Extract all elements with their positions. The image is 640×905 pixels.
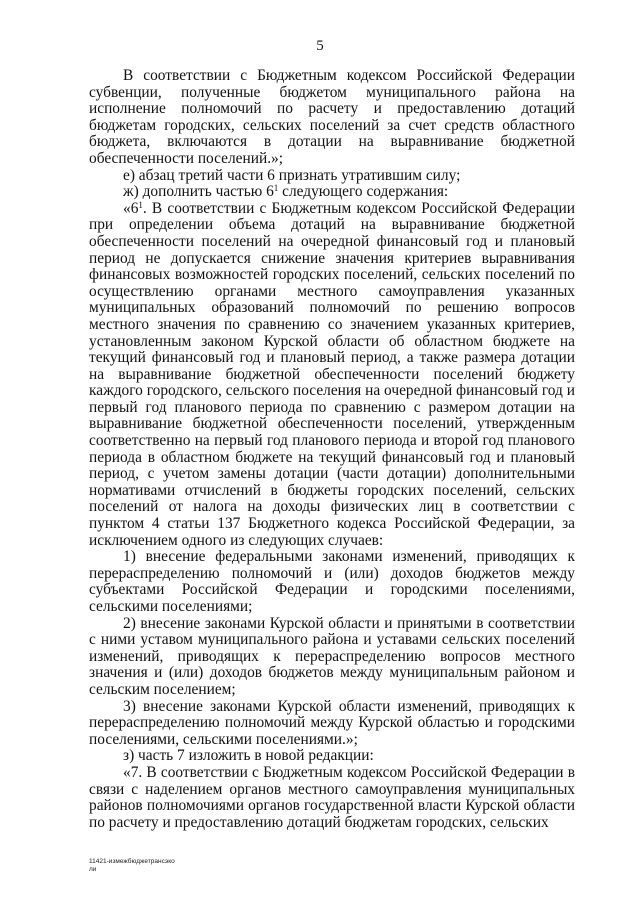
paragraph-case-2: 2) внесение законами Курской области и принятыми в соответствии с ними уставом муниципального района и уставами сельских поселений изменений, приводящих к перераспределению вопросов местного значения и (или) доходов бюджетов между муниципальным районом и сельским поселением; — [89, 614, 575, 698]
footer-filename: 11421-измежбюджетрансэко — [89, 858, 175, 865]
paragraph-item-e: е) абзац третий части 6 признать утратившим силу; — [123, 166, 461, 184]
paragraph-subventions: В соответствии с Бюджетным кодексом Российской Федерации субвенции, полученные бюджетом муниципального района на исполнение полномочий по расчету и предоставлению дотаций бюджетам городских, сельских поселений за счет средств областного бюджета, включаются в дотации на выравнивание бюджетной обеспеченности поселений.»; — [89, 67, 575, 167]
paragraph-part-7: «7. В соответствии с Бюджетным кодексом Российской Федерации в связи с наделением органов местного самоуправления муниципальных районов полномочиями органов государственной власти Курской области по расчету и предоставлению дотаций бюджетам городских, сельских — [89, 763, 575, 831]
page-number: 5 — [316, 38, 324, 54]
footer-filename-continued: ли — [89, 866, 97, 873]
paragraph-item-z: з) часть 7 изложить в новой редакции: — [123, 747, 374, 765]
paragraph-part-6-1: «$6^1$. В соответствии с Бюджетным кодексом Российской Федерации при определении объема дотаций на выравнивание бюджетной обеспеченности поселений на очередной финансовый год и плановый период не допускается снижение значения критериев выравнивания финансовых возможностей городских поселений, сельских поселений по осуществлению органами местного самоуправления указанных муниципальных образований полномочий по решению вопросов местного значения по сравнению со значением указанных критериев, установленным законом Курской области об областном бюджете на текущий финансовый год и плановый период, а также размера дотации на выравнивание бюджетной обеспеченности поселений бюджету каждого городского, сельского поселения на очередной финансовый год и первый год планового периода по сравнению с размером дотации на выравнивание бюджетной обеспеченности поселений, утвержденным соответственно на первый год планового периода и второй год планового периода в областном бюджете на текущий финансовый год и плановый период, с учетом замены дотации (части дотации) дополнительными нормативами отчислений в бюджеты городских поселений, сельских поселений от налога на доходы физических лиц в соответствии с пунктом 4 статьи 137 Бюджетного кодекса Российской Федерации, за исключением одного из следующих случаев: — [89, 199, 575, 549]
document-body — [89, 68, 575, 831]
superscript: 1 — [138, 199, 143, 210]
document-footer — [89, 858, 175, 874]
paragraph-item-zh: ж) дополнить частью $6^1$ следующего содержания: — [123, 183, 449, 201]
paragraph-case-1: 1) внесение федеральными законами изменений, приводящих к перераспределению полномочий и (или) доходов бюджетов между субъектами Российской Федерации и городскими поселениями, сельскими поселениями; — [89, 548, 575, 615]
paragraph-case-3: 3) внесение законами Курской области изменений, приводящих к перераспределению полномочий между Курской областью и городскими поселениями, сельскими поселениями.»; — [89, 697, 575, 748]
superscript: 1 — [273, 183, 279, 194]
